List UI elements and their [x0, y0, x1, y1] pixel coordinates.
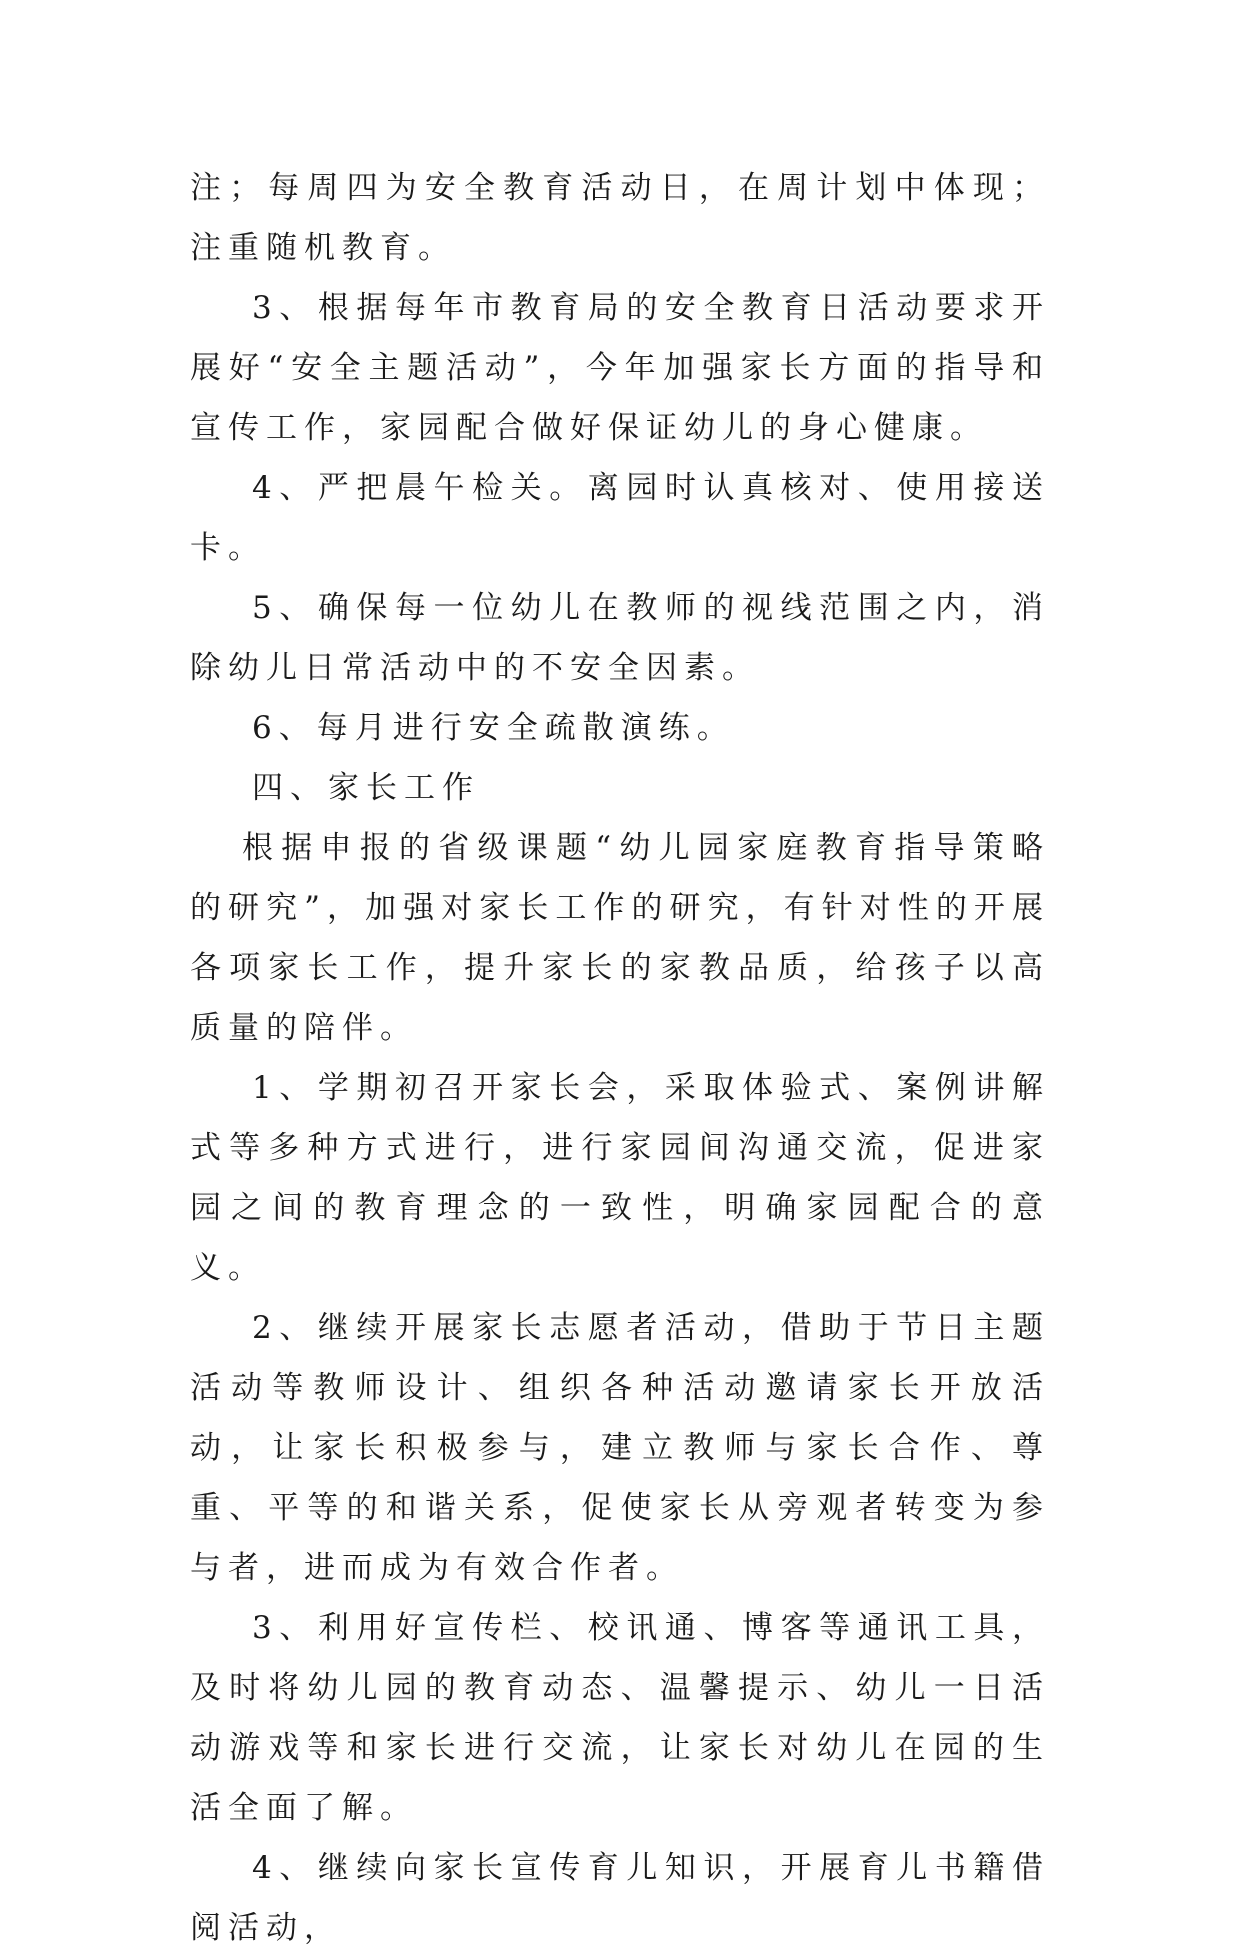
paragraph-continuation: 注；每周四为安全教育活动日，在周计划中体现；注重随机教育。 [190, 170, 1050, 266]
paragraph-parent-item-4: 4、继续向家长宣传育儿知识，开展育儿书籍借阅活动， [190, 1850, 1050, 1946]
paragraph-safety-item-6: 6、每月进行安全疏散演练。 [252, 710, 735, 746]
paragraph-parent-item-2: 2、继续开展家长志愿者活动，借助于节日主题活动等教师设计、组织各种活动邀请家长开放活动，让家长积极参与，建立教师与家长合作、尊重、平等的和谐关系，促使家长从旁观者转变为参与者，进而成为有效合作者。 [190, 1310, 1050, 1586]
paragraph-safety-item-3: 3、根据每年市教育局的安全教育日活动要求开展好“安全主题活动”，今年加强家长方面的指导和宣传工作，家园配合做好保证幼儿的身心健康。 [190, 290, 1050, 446]
document-body [190, 158, 1050, 1958]
paragraph-parent-work-intro: 根据申报的省级课题“幼儿园家庭教育指导策略的研究”，加强对家长工作的研究，有针对性的开展各项家长工作，提升家长的家教品质，给孩子以高质量的陪伴。 [190, 830, 1050, 1046]
paragraph-parent-item-3: 3、利用好宣传栏、校讯通、博客等通讯工具，及时将幼儿园的教育动态、温馨提示、幼儿一日活动游戏等和家长进行交流，让家长对幼儿在园的生活全面了解。 [190, 1610, 1050, 1826]
paragraph-parent-item-1: 1、学期初召开家长会，采取体验式、案例讲解式等多种方式进行，进行家园间沟通交流，促进家园之间的教育理念的一致性，明确家园配合的意义。 [190, 1070, 1050, 1286]
paragraph-safety-item-4: 4、严把晨午检关。离园时认真核对、使用接送卡。 [190, 470, 1050, 566]
section-heading-parent-work: 四、家长工作 [252, 770, 480, 806]
paragraph-safety-item-5: 5、确保每一位幼儿在教师的视线范围之内，消除幼儿日常活动中的不安全因素。 [190, 590, 1050, 686]
